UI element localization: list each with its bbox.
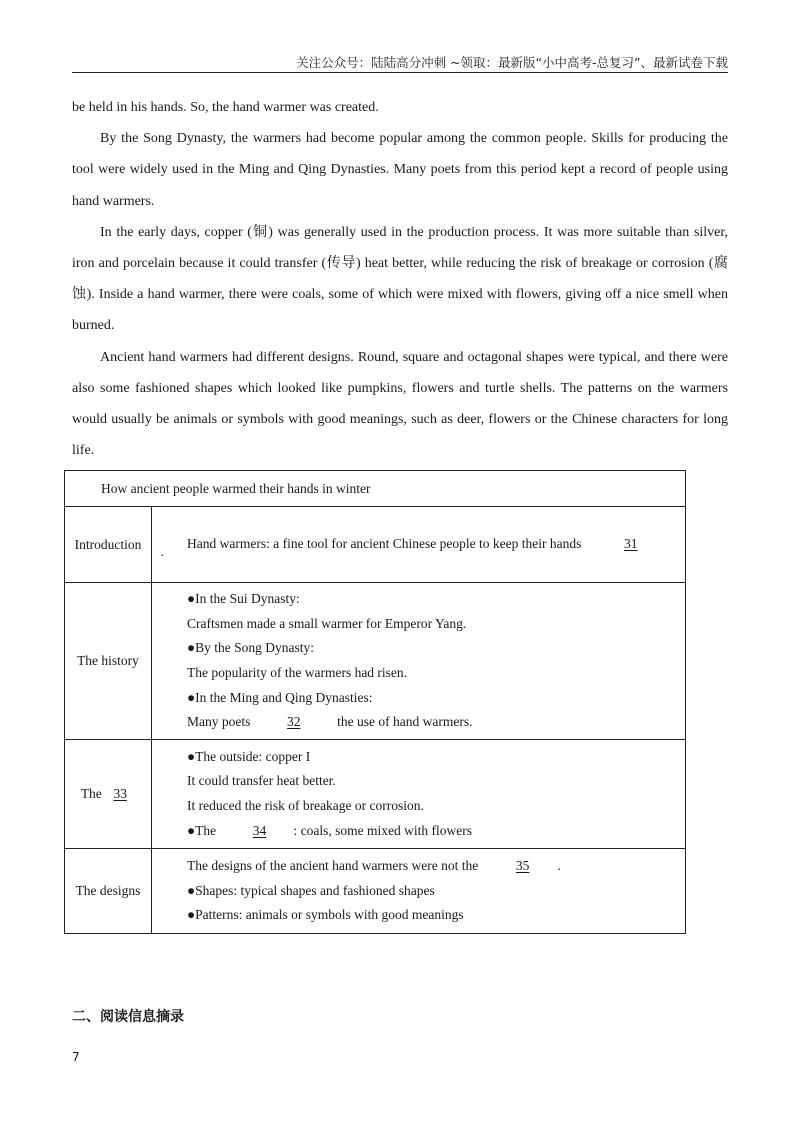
row-label-introduction: Introduction	[65, 507, 152, 583]
intro-text: Hand warmers: a fine tool for ancient Chinese people to keep their hands	[187, 536, 582, 552]
summary-table	[64, 470, 686, 934]
designs-text: The designs of the ancient hand warmers were not the	[187, 858, 479, 874]
section-heading: 二、阅读信息摘录	[72, 1009, 184, 1025]
passage-paragraph: By the Song Dynasty, the warmers had become popular among the common people. Skills for producing the tool were widely used in the Ming and Qing Dynasties. Many poets from this period kept a record of people using hand warmers.	[72, 131, 728, 209]
history-line: The popularity of the warmers had risen.	[187, 665, 408, 680]
features-line	[187, 819, 685, 844]
answer-blank-35[interactable]: 35	[515, 858, 530, 874]
row-label-designs: The designs	[65, 849, 152, 934]
designs-line: ●Patterns: animals or symbols with good meanings	[187, 907, 464, 923]
dot-mark: ·	[160, 548, 165, 564]
history-text: Many poets	[187, 714, 251, 730]
passage-paragraph: In the early days, copper (铜) was generally used in the production process. It was more suitable than silver, iron and porcelain because it could transfer (传导) heat better, while reducing the risk of breakage or corrosion (腐蚀). Inside a hand warmer, there were coals, some of which were mixed with flowers, giving off a nice smell when burned.	[72, 224, 728, 334]
features-line: It reduced the risk of breakage or corrosion.	[187, 798, 424, 813]
history-line: ●By the Song Dynasty:	[187, 640, 315, 656]
page-header: 关注公众号：陆陆高分冲刺 ~领取：最新版“小中高考-总复习”、最新试卷下载	[296, 55, 728, 70]
answer-blank-33[interactable]: 33	[113, 786, 127, 801]
page-number: 7	[72, 1050, 80, 1064]
history-line	[187, 710, 685, 735]
row-label-history: The history	[65, 583, 152, 740]
table-row	[65, 849, 686, 934]
answer-blank-31[interactable]: 31	[624, 536, 638, 552]
features-line: ●The outside: copper I	[187, 748, 311, 764]
table-title-row	[65, 471, 686, 507]
features-line: It could transfer heat better.	[187, 773, 336, 789]
row-content-history	[152, 583, 686, 740]
row-content-introduction	[152, 507, 686, 583]
designs-line	[187, 854, 685, 879]
passage-paragraph: be held in his hands. So, the hand warmer was created.	[72, 100, 379, 115]
header-rule	[72, 72, 728, 73]
intro-line	[160, 532, 685, 564]
row-content-features	[152, 740, 686, 849]
history-line: Craftsmen made a small warmer for Emperor Yang.	[187, 615, 467, 631]
answer-blank-34[interactable]: 34	[252, 822, 267, 838]
table-title: How ancient people warmed their hands in winter	[65, 471, 686, 507]
features-text: : coals, some mixed with flowers	[293, 822, 472, 838]
table-row	[65, 507, 686, 583]
designs-text: .	[557, 858, 562, 874]
history-text: the use of hand warmers.	[337, 714, 473, 730]
table-row	[65, 740, 686, 849]
answer-blank-32[interactable]: 32	[287, 714, 301, 730]
features-text: ●The	[187, 822, 217, 838]
history-line: ●In the Ming and Qing Dynasties:	[187, 689, 373, 705]
designs-line: ●Shapes: typical shapes and fashioned shapes	[187, 882, 435, 898]
row-content-designs	[152, 849, 686, 934]
row-label-features	[65, 740, 152, 849]
passage-body	[72, 92, 728, 466]
label-prefix: The	[80, 786, 102, 801]
table-row	[65, 583, 686, 740]
history-line: ●In the Sui Dynasty:	[187, 591, 300, 607]
passage-paragraph: Ancient hand warmers had different designs. Round, square and octagonal shapes were typical, and there were also some fashioned shapes which looked like pumpkins, flowers and turtle shells. The patterns on the warmers would usually be animals or symbols with good meanings, such as deer, flowers or the Chinese characters for long life.	[72, 349, 728, 459]
